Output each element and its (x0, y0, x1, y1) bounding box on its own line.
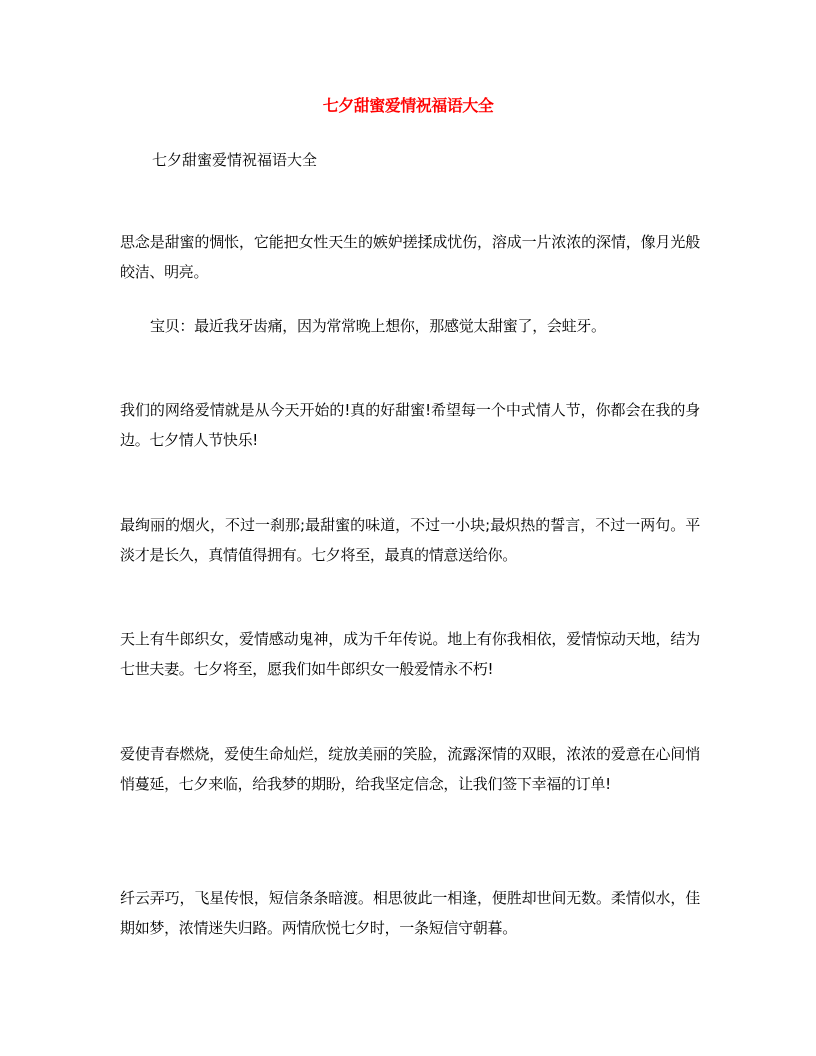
page-title: 七夕甜蜜爱情祝福语大全 (322, 96, 494, 115)
document-subtitle: 七夕甜蜜爱情祝福语大全 (152, 151, 318, 169)
paragraph-5: 天上有牛郎织女，爱情感动鬼神，成为千年传说。地上有你我相依，爱情惊动天地，结为七世夫妻。七夕将至，愿我们如牛郎织女一般爱情永不朽! (120, 630, 700, 678)
paragraph-7: 纤云弄巧，飞星传恨，短信条条暗渡。相思彼此一相逢，便胜却世间无数。柔情似水，佳期如梦，浓情迷失归路。两情欣悦七夕时，一条短信守朝暮。 (120, 889, 700, 937)
paragraph-1: 思念是甜蜜的惆怅，它能把女性天生的嫉妒搓揉成忧伤，溶成一片浓浓的深情，像月光般皎洁、明亮。 (120, 233, 700, 281)
paragraph-3: 我们的网络爱情就是从今天开始的!真的好甜蜜!希望每一个中式情人节，你都会在我的身边。七夕情人节快乐! (120, 401, 700, 449)
paragraph-4: 最绚丽的烟火，不过一刹那;最甜蜜的味道，不过一小块;最炽热的誓言，不过一两句。平淡才是长久，真情值得拥有。七夕将至，最真的情意送给你。 (120, 516, 700, 564)
paragraph-6: 爱使青春燃烧，爱使生命灿烂，绽放美丽的笑脸，流露深情的双眼，浓浓的爱意在心间悄悄蔓延，七夕来临，给我梦的期盼，给我坚定信念，让我们签下幸福的订单! (120, 745, 700, 793)
paragraph-2: 宝贝：最近我牙齿痛，因为常常晚上想你，那感觉太甜蜜了，会蛀牙。 (150, 317, 606, 335)
